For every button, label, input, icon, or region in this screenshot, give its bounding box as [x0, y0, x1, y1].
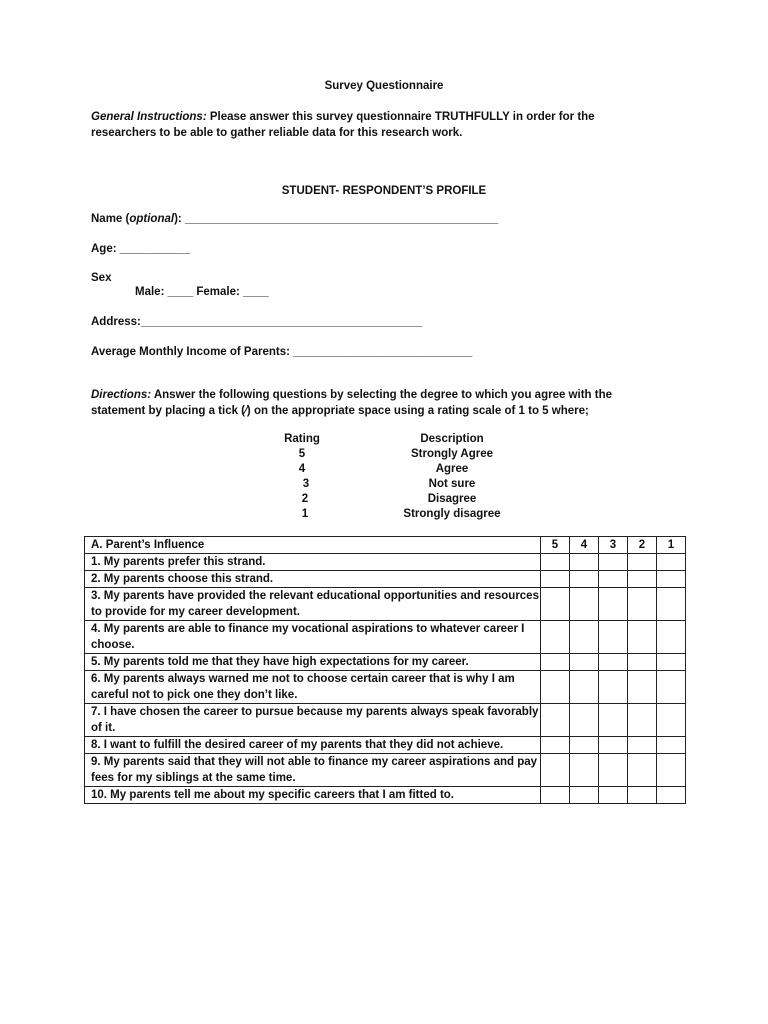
column-header-3: 3 — [599, 537, 628, 554]
sex-label: Sex — [91, 272, 112, 284]
rating-cell-3[interactable] — [599, 571, 628, 588]
rating-cell-2[interactable] — [628, 671, 657, 704]
table-row — [85, 621, 686, 654]
rating-cell-5[interactable] — [541, 554, 570, 571]
rating-cell-3[interactable] — [599, 654, 628, 671]
rating-cell-3[interactable] — [599, 588, 628, 621]
table-row — [85, 654, 686, 671]
rating-value: 3 — [302, 478, 310, 490]
table-row — [85, 737, 686, 754]
rating-cell-5[interactable] — [541, 754, 570, 787]
rating-cell-5[interactable] — [541, 787, 570, 804]
rating-cell-1[interactable] — [657, 754, 686, 787]
rating-cell-4[interactable] — [570, 671, 599, 704]
directions — [91, 387, 651, 419]
income-blank[interactable]: ____________________________ — [293, 346, 473, 358]
rating-cell-5[interactable] — [541, 671, 570, 704]
income-label: Average Monthly Income of Parents: — [91, 346, 294, 358]
description-value: Strongly Agree — [410, 448, 493, 460]
table-header-row — [85, 537, 686, 554]
rating-value: 1 — [301, 508, 309, 520]
rating-cell-4[interactable] — [570, 621, 599, 654]
rating-cell-5[interactable] — [541, 571, 570, 588]
rating-cell-5[interactable] — [541, 621, 570, 654]
name-suffix: ): — [174, 213, 185, 225]
sex-options[interactable] — [135, 286, 269, 298]
rating-cell-2[interactable] — [628, 554, 657, 571]
page-title: Survey Questionnaire — [324, 80, 444, 92]
column-header-2: 2 — [628, 537, 657, 554]
rating-cell-2[interactable] — [628, 588, 657, 621]
table-row — [85, 754, 686, 787]
rating-cell-3[interactable] — [599, 737, 628, 754]
rating-cell-1[interactable] — [657, 704, 686, 737]
rating-cell-4[interactable] — [570, 588, 599, 621]
rating-cell-3[interactable] — [599, 754, 628, 787]
instructions-label: General Instructions: — [91, 111, 207, 123]
rating-cell-2[interactable] — [628, 621, 657, 654]
rating-cell-4[interactable] — [570, 787, 599, 804]
rating-cell-2[interactable] — [628, 571, 657, 588]
profile-heading: STUDENT- RESPONDENT’S PROFILE — [281, 185, 487, 197]
name-field[interactable] — [91, 213, 498, 225]
rating-cell-2[interactable] — [628, 737, 657, 754]
rating-cell-5[interactable] — [541, 737, 570, 754]
column-header-4: 4 — [570, 537, 599, 554]
rating-cell-2[interactable] — [628, 787, 657, 804]
rating-cell-1[interactable] — [657, 554, 686, 571]
rating-cell-1[interactable] — [657, 621, 686, 654]
age-blank[interactable]: ___________ — [119, 243, 191, 255]
rating-cell-4[interactable] — [570, 571, 599, 588]
rating-cell-2[interactable] — [628, 754, 657, 787]
instructions-text: Please answer this survey questionnaire TRUTHFULLY in order for the researchers to be able to gather reliable data for this research work. — [91, 111, 595, 139]
rating-cell-5[interactable] — [541, 654, 570, 671]
address-label: Address: — [91, 316, 141, 328]
rating-cell-3[interactable] — [599, 621, 628, 654]
directions-text: Answer the following questions by selecting the degree to which you agree with the statement by placing a tick (⁄) on the appropriate space using a rating scale of 1 to 5 where; — [91, 389, 612, 417]
rating-cell-4[interactable] — [570, 654, 599, 671]
rating-cell-4[interactable] — [570, 704, 599, 737]
question-text: 1. My parents prefer this strand. — [85, 554, 541, 571]
rating-value: 5 — [298, 448, 306, 460]
address-blank[interactable]: ____________________________________________ — [140, 316, 423, 328]
survey-body — [85, 554, 686, 804]
rating-cell-4[interactable] — [570, 754, 599, 787]
rating-cell-1[interactable] — [657, 737, 686, 754]
age-label: Age: — [91, 243, 120, 255]
question-text: 5. My parents told me that they have high expectations for my career. — [85, 654, 541, 671]
rating-cell-1[interactable] — [657, 588, 686, 621]
question-text: 7. I have chosen the career to pursue because my parents always speak favorably of it. — [85, 704, 541, 737]
female-label: Female: — [193, 286, 244, 298]
address-field[interactable] — [91, 316, 422, 328]
description-value: Disagree — [427, 493, 477, 505]
male-label: Male: — [135, 286, 168, 298]
description-value: Strongly disagree — [403, 508, 501, 520]
column-header-5: 5 — [541, 537, 570, 554]
rating-column — [272, 432, 332, 522]
rating-cell-3[interactable] — [599, 704, 628, 737]
question-text: 10. My parents tell me about my specific careers that I am fitted to. — [85, 787, 541, 804]
table-row — [85, 671, 686, 704]
description-value: Agree — [435, 463, 469, 475]
rating-cell-4[interactable] — [570, 554, 599, 571]
table-row — [85, 554, 686, 571]
female-blank[interactable]: ____ — [243, 286, 269, 298]
name-label: Name ( — [91, 213, 130, 225]
question-text: 9. My parents said that they will not able to finance my career aspirations and pay fees for my siblings at the same time. — [85, 754, 541, 787]
rating-cell-1[interactable] — [657, 671, 686, 704]
rating-cell-4[interactable] — [570, 737, 599, 754]
column-header-1: 1 — [657, 537, 686, 554]
rating-cell-5[interactable] — [541, 588, 570, 621]
age-field[interactable] — [91, 243, 190, 255]
rating-value: 2 — [301, 493, 309, 505]
table-row — [85, 704, 686, 737]
rating-cell-3[interactable] — [599, 554, 628, 571]
income-field[interactable] — [91, 346, 472, 358]
section-header: A. Parent’s Influence — [85, 537, 541, 554]
survey-table — [84, 536, 686, 804]
name-optional: optional — [129, 213, 175, 225]
table-row — [85, 588, 686, 621]
rating-cell-3[interactable] — [599, 787, 628, 804]
rating-header: Rating — [284, 433, 320, 445]
rating-cell-2[interactable] — [628, 654, 657, 671]
question-text: 4. My parents are able to finance my vocational aspirations to whatever career I choose. — [85, 621, 541, 654]
description-value: Not sure — [428, 478, 476, 490]
name-blank[interactable]: _________________________________________________ — [184, 213, 499, 225]
question-text: 2. My parents choose this strand. — [85, 571, 541, 588]
rating-cell-3[interactable] — [599, 671, 628, 704]
rating-value: 4 — [298, 463, 306, 475]
general-instructions — [91, 109, 651, 141]
rating-cell-1[interactable] — [657, 787, 686, 804]
question-text: 6. My parents always warned me not to choose certain career that is why I am careful not to pick one they don’t like. — [85, 671, 541, 704]
table-row — [85, 571, 686, 588]
directions-label: Directions: — [91, 389, 152, 401]
question-text: 3. My parents have provided the relevant educational opportunities and resources to provide for my career development. — [85, 588, 541, 621]
description-column — [392, 432, 512, 522]
male-blank[interactable]: ____ — [167, 286, 194, 298]
rating-cell-1[interactable] — [657, 654, 686, 671]
rating-cell-1[interactable] — [657, 571, 686, 588]
table-row — [85, 787, 686, 804]
description-header: Description — [420, 433, 484, 445]
question-text: 8. I want to fulfill the desired career of my parents that they did not achieve. — [85, 737, 541, 754]
rating-cell-5[interactable] — [541, 704, 570, 737]
rating-cell-2[interactable] — [628, 704, 657, 737]
